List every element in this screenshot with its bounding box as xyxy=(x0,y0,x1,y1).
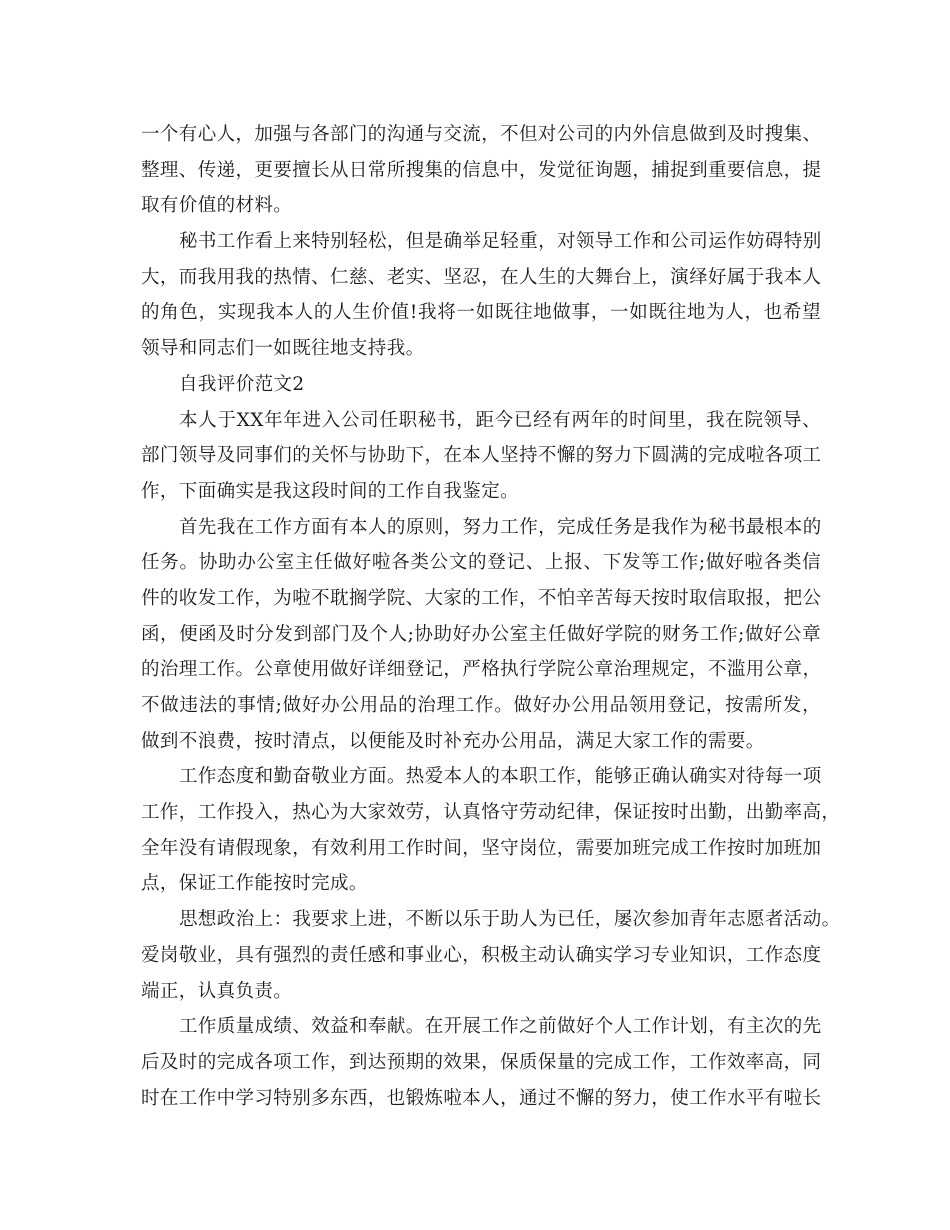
text-line: 时在工作中学习特别多东西，也锻炼啦本人，通过不懈的努力，使工作水平有啦长 xyxy=(141,1087,822,1109)
text-line: 件的收发工作，为啦不耽搁学院、大家的工作，不怕辛苦每天按时取信取报，把公 xyxy=(141,587,822,609)
text-line: 工作质量成绩、效益和奉献。在开展工作之前做好个人工作计划，有主次的先 xyxy=(179,1016,822,1038)
text-line: 全年没有请假现象，有效利用工作时间，坚守岗位，需要加班完成工作按时加班加 xyxy=(141,837,822,859)
text-line: 首先我在工作方面有本人的原则，努力工作，完成任务是我作为秘书最根本的 xyxy=(179,516,822,538)
text-line: 不做违法的事情;做好办公用品的治理工作。做好办公用品领用登记，按需所发， xyxy=(141,695,821,716)
text-line: 整理、传递，更要擅长从日常所搜集的信息中，发觉征询题，捕捉到重要信息，提 xyxy=(141,159,822,181)
text-line: 爱岗敬业，具有强烈的责任感和事业心，积极主动认确实学习专业知识，工作态度 xyxy=(141,944,822,966)
text-line: 的治理工作。公章使用做好详细登记，严格执行学院公章治理规定，不滥用公章， xyxy=(141,659,822,681)
text-line: 一个有心人，加强与各部门的沟通与交流，不但对公司的内外信息做到及时搜集、 xyxy=(141,124,822,145)
text-line: 工作，工作投入，热心为大家效劳，认真恪守劳动纪律，保证按时出勤，出勤率高， xyxy=(141,802,841,824)
text-line: 取有价值的材料。 xyxy=(141,195,293,217)
document-body xyxy=(141,117,841,1116)
text-line: 本人于XX年年进入公司任职秘书，距今已经有两年的时间里，我在院领导、 xyxy=(179,409,821,431)
text-line: 做到不浪费，按时清点，以便能及时补充办公用品，满足大家工作的需要。 xyxy=(141,730,765,752)
section-heading: 自我评价范文2 xyxy=(179,373,305,395)
text-line: 领导和同志们一如既往地支持我。 xyxy=(141,338,425,360)
text-line: 点，保证工作能按时完成。 xyxy=(141,873,368,895)
text-line: 的角色，实现我本人的人生价值!我将一如既往地做事，一如既往地为人，也希望 xyxy=(141,302,821,324)
text-line: 任务。协助办公室主任做好啦各类公文的登记、上报、下发等工作;做好啦各类信 xyxy=(141,552,821,574)
text-line: 秘书工作看上来特别轻松，但是确举足轻重，对领导工作和公司运作妨碍特别 xyxy=(179,231,822,253)
text-line: 思想政治上：我要求上进，不断以乐于助人为已任，屡次参加青年志愿者活动。 xyxy=(179,909,841,931)
text-line: 大，而我用我的热情、仁慈、老实、坚忍，在人生的大舞台上，演绎好属于我本人 xyxy=(141,266,822,288)
text-line: 函，便函及时分发到部门及个人;协助好办公室主任做好学院的财务工作;做好公章 xyxy=(141,623,821,645)
text-line: 工作态度和勤奋敬业方面。热爱本人的本职工作，能够正确认确实对待每一项 xyxy=(179,766,822,788)
text-line: 部门领导及同事们的关怀与协助下，在本人坚持不懈的努力下圆满的完成啦各项工 xyxy=(141,445,822,467)
text-line: 后及时的完成各项工作，到达预期的效果，保质保量的完成工作，工作效率高，同 xyxy=(141,1051,822,1073)
text-line: 作，下面确实是我这段时间的工作自我鉴定。 xyxy=(141,480,520,502)
text-line: 端正，认真负责。 xyxy=(141,980,293,1002)
